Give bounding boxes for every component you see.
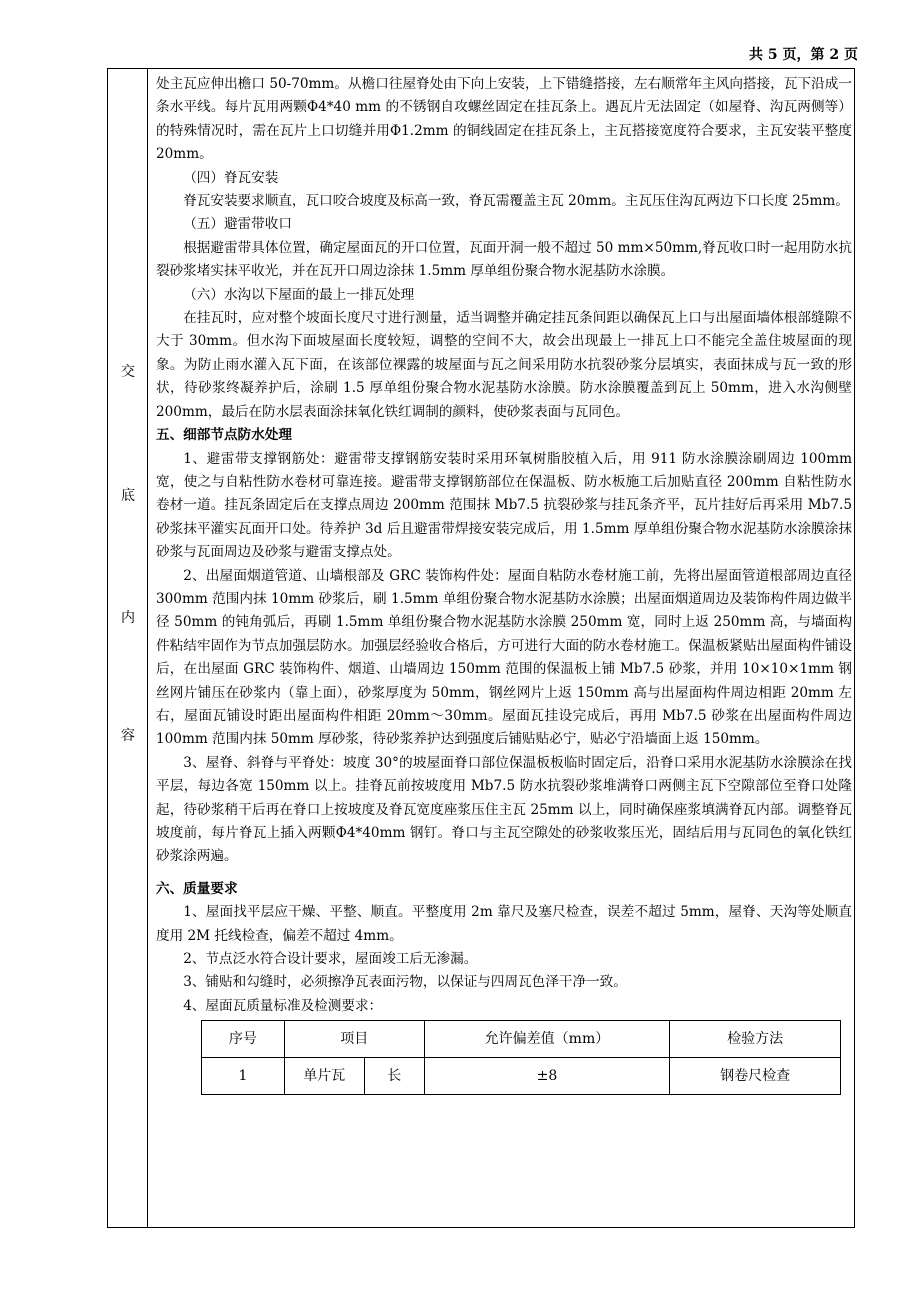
- paragraph: 处主瓦应伸出檐口 50-70mm。从檐口往屋脊处由下向上安装，上下错缝搭接，左右顺常年主风向搭接，瓦下沿成一条水平线。每片瓦用两颗Φ4*40 mm 的不锈钢自攻螺丝固定在挂瓦条上。遇瓦片无法固定（如屋脊、沟瓦两侧等）的特殊情况时，需在瓦片上口切缝并用Φ1.2mm 的铜线固定在挂瓦条上，主瓦搭接宽度符合要求，主瓦安装平整度 20mm。: [156, 76, 852, 163]
- paragraph: 1、避雷带支撑钢筋处：避雷带支撑钢筋安装时采用环氧树脂胶植入后，用 911 防水涂膜涂刷周边 100mm 宽，使之与自粘性防水卷材可靠连接。避雷带支撑钢筋部位在保温板、防水板施工后加贴直径 200mm 自粘性防水卷材一道。挂瓦条固定后在支撑点周边 200mm 范围抹 Mb7.5 抗裂砂浆与挂瓦条齐平，瓦片挂好后再采用 Mb7.5 砂浆抹平灌实瓦面开口处。待养护 3d 后且避雷带焊接安装完成后，用 1.5mm 厚单组份聚合物水泥基防水涂膜涂抹砂浆与瓦面周边及砂浆与避雷支撑点处。: [156, 450, 852, 561]
- section-heading: 六、质量要求: [156, 880, 238, 897]
- paragraph: 3、铺贴和勾缝时，必须擦净瓦表面污物，以保证与四周瓦色泽干净一致。: [183, 974, 627, 991]
- page-number: 共 5 页，第 2 页: [749, 47, 858, 63]
- paragraph: 3、屋脊、斜脊与平脊处：坡度 30°的坡屋面脊口部位保温板板临时固定后，沿脊口采用水泥基防水涂膜涂在找平层，每边各宽 150mm 以上。挂脊瓦前按坡度用 Mb7.5 防水抗裂砂浆堆满脊口两侧主瓦下空隙部位至脊口处隆起，待砂浆稍干后再在脊口上按坡度及脊瓦宽度座浆压住主瓦 25mm 以上，同时确保座浆填满脊瓦内部。调整脊瓦坡度前，每片脊瓦上插入两颗Φ4*40mm 钢钉。脊口与主瓦空隙处的砂浆收浆压光，固结后用与瓦同色的氧化铁红砂浆涂两遍。: [156, 754, 852, 865]
- paragraph: 在挂瓦时，应对整个坡面长度尺寸进行测量，适当调整并确定挂瓦条间距以确保瓦上口与出屋面墙体根部缝隙不大于 30mm。但水沟下面坡屋面长度较短，调整的空间不大，故会出现最上一排瓦上口不能完全盖住坡屋面的现象。为防止雨水灌入瓦下面，在该部位裸露的坡屋面与瓦之间采用防水抗裂砂浆分层填实，表面抹成与瓦一致的形状，待砂浆终凝养护后，涂刷 1.5 厚单组份聚合物水泥基防水涂膜。防水涂膜覆盖到瓦上 50mm，进入水沟侧壁 200mm，最后在防水层表面涂抹氧化铁红调制的颜料，使砂浆表面与瓦同色。: [156, 310, 852, 420]
- paragraph: 4、屋面瓦质量标准及检测要求：: [183, 997, 383, 1014]
- side-label-char: 底: [121, 488, 135, 504]
- table-cell: 钢卷尺检查: [670, 1058, 841, 1095]
- table-cell: 单片瓦: [284, 1058, 364, 1095]
- subheading: （四）脊瓦安装: [183, 169, 279, 186]
- side-label-char: 交: [121, 364, 135, 380]
- side-label-column: [108, 69, 148, 1227]
- quality-table: [201, 1020, 841, 1095]
- table-header-cell: 允许偏差值（mm）: [424, 1021, 670, 1058]
- table-header-row: [202, 1021, 841, 1058]
- paragraph: 根据避雷带具体位置，确定屋面瓦的开口位置，瓦面开洞一般不超过 50 mm×50mm,脊瓦收口时一起用防水抗裂砂浆堵实抹平收光，并在瓦开口周边涂抹 1.5mm 厚单组份聚合物水泥基防水涂膜。: [156, 239, 852, 280]
- content-area: [156, 73, 852, 1095]
- subheading: （五）避雷带收口: [183, 216, 292, 233]
- side-label-char: 内: [121, 610, 135, 626]
- table-row: [202, 1058, 841, 1095]
- paragraph: 1、屋面找平层应干燥、平整、顺直。平整度用 2m 靠尺及塞尺检查，误差不超过 5mm，屋脊、天沟等处顺直度用 2M 托线检查，偏差不超过 4mm。: [156, 904, 852, 944]
- quality-table-wrapper: [201, 1020, 852, 1095]
- table-header-cell: 序号: [202, 1021, 285, 1058]
- table-header-cell: 项目: [284, 1021, 424, 1058]
- table-cell: 1: [202, 1058, 285, 1095]
- paragraph: 2、节点泛水符合设计要求，屋面竣工后无渗漏。: [183, 951, 478, 968]
- document-frame: [107, 68, 855, 1228]
- paragraph: 2、出屋面烟道管道、山墙根部及 GRC 装饰构件处：屋面自粘防水卷材施工前，先将出屋面管道根部周边直径 300mm 范围内抹 10mm 砂浆后，刷 1.5mm 单组份聚合物水泥基防水涂膜；出屋面烟道周边及装饰构件周边做半径 50mm 的钝角弧后，再刷 1.5mm 单组份聚合物水泥基防水涂膜 250mm 宽，同时上返 250mm 高，与墙面构件粘结牢固作为节点加强层防水。加强层经验收合格后，方可进行大面的防水卷材施工。保温板紧贴出屋面构件铺设后，在出屋面 GRC 装饰构件、烟道、山墙周边 150mm 范围的保温板上铺 Mb7.5 砂浆，并用 10×10×1mm 钢丝网片铺压在砂浆内（靠上面），砂浆厚度为 50mm，钢丝网片上返 150mm 高与出屋面构件周边相距 20mm 左右，屋面瓦铺设时距出屋面构件相距 20mm～30mm。屋面瓦挂设完成后，再用 Mb7.5 砂浆在出屋面构件周边 100mm 范围内抹 50mm 厚砂浆，待砂浆养护达到强度后铺贴贴必宁，贴必宁沿墙面上返 150mm。: [156, 567, 852, 748]
- table-cell: 长: [364, 1058, 424, 1095]
- table-cell: ±8: [424, 1058, 670, 1095]
- section-heading: 五、细部节点防水处理: [156, 427, 292, 444]
- paragraph: 脊瓦安装要求顺直，瓦口咬合坡度及标高一致，脊瓦需覆盖主瓦 20mm。主瓦压住沟瓦两边下口长度 25mm。: [183, 193, 849, 210]
- side-label-char: 容: [121, 728, 135, 744]
- table-header-cell: 检验方法: [670, 1021, 841, 1058]
- subheading: （六）水沟以下屋面的最上一排瓦处理: [183, 286, 415, 303]
